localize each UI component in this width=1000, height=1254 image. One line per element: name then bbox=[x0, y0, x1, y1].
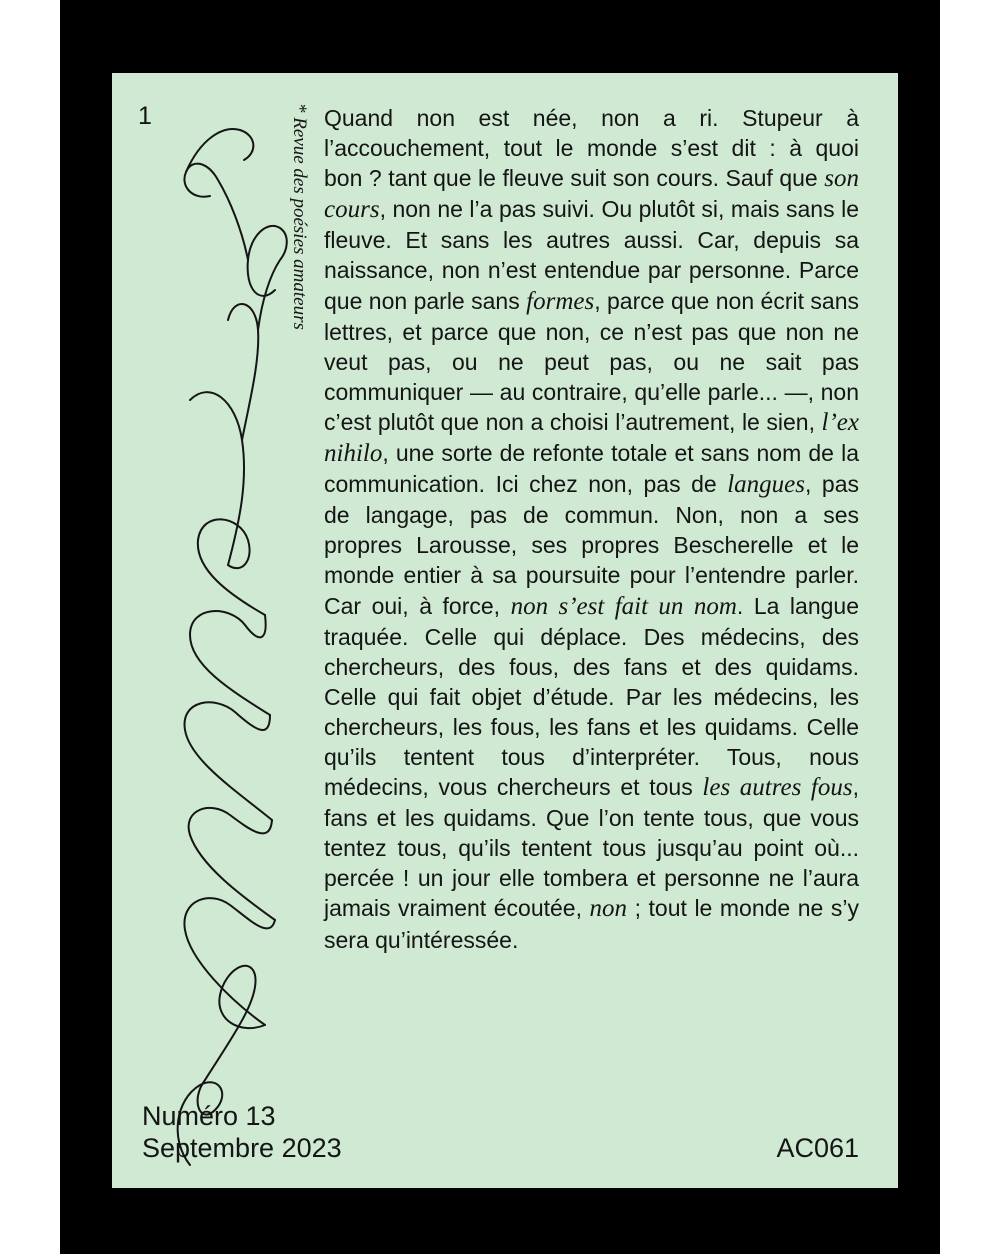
text-run: , fans et les quidams. Que l’on tente tous, que vous tentez tous, qu’ils tentent tous jusqu’au point où... percée ! un jour elle tombera et personne ne l’aura jamais vraiment écoutée, bbox=[324, 774, 859, 922]
italic-phrase: non s’est fait un nom bbox=[510, 592, 737, 620]
italic-phrase: langues bbox=[727, 471, 805, 499]
issue-number: Numéro 13 bbox=[142, 1101, 276, 1131]
italic-phrase: son cours bbox=[324, 165, 859, 224]
italic-phrase: l’ex nihilo bbox=[324, 408, 859, 468]
text-run: , pas de langage, pas de commun. Non, non a ses propres Larousse, ses propres Bescherelle et le monde entier à sa poursuite pour l’entendre parler. Car oui, à force, bbox=[324, 471, 859, 619]
italic-phrase: non bbox=[589, 895, 628, 923]
issue-info bbox=[142, 1100, 342, 1164]
magazine-tagline: * Revue des poésies amateurs bbox=[289, 103, 310, 330]
handwritten-logo-icon bbox=[130, 100, 290, 1170]
text-run: , non ne l’a pas suivi. Ou plutôt si, mais sans le fleuve. Et sans les autres aussi. Car, depuis sa naissance, non n’est entendue par personne. Parce que non parle sans bbox=[324, 196, 859, 314]
italic-phrase: les autres fous bbox=[702, 774, 853, 802]
catalog-code: AC061 bbox=[776, 1133, 859, 1163]
text-run: Quand non est née, non a ri. Stupeur à l’accouchement, tout le monde s’est dit : à quoi bon ? tant que le fleuve suit son cours. Sauf que bbox=[324, 105, 859, 192]
text-run: ; tout le monde ne s’y sera qu’intéressée. bbox=[324, 895, 859, 953]
text-run: . La langue traquée. Celle qui déplace. Des médecins, des chercheurs, des fous, des fans et des quidams. Celle qui fait objet d’étude. Par les médecins, les chercheurs, les fous, les fans et les quidams. Celle qu’ils tentent tous d’interpréter. Tous, nous médecins, vous chercheurs et tous bbox=[324, 592, 859, 801]
page-number: 1 bbox=[138, 102, 152, 130]
text-run: , une sorte de refonte totale et sans nom de la communication. Ici chez non, pas de bbox=[324, 440, 859, 498]
italic-phrase: formes bbox=[526, 287, 595, 315]
issue-date: Septembre 2023 bbox=[142, 1133, 342, 1163]
body-paragraph bbox=[324, 103, 859, 955]
text-run: , parce que non écrit sans lettres, et parce que non, ce n’est pas que non ne veut pas, ou ne peut pas, ou ne sait pas communiquer — au contraire, qu’elle parle... —, non c’est plutôt que non a choisi l’autrement, le sien, bbox=[324, 287, 859, 435]
